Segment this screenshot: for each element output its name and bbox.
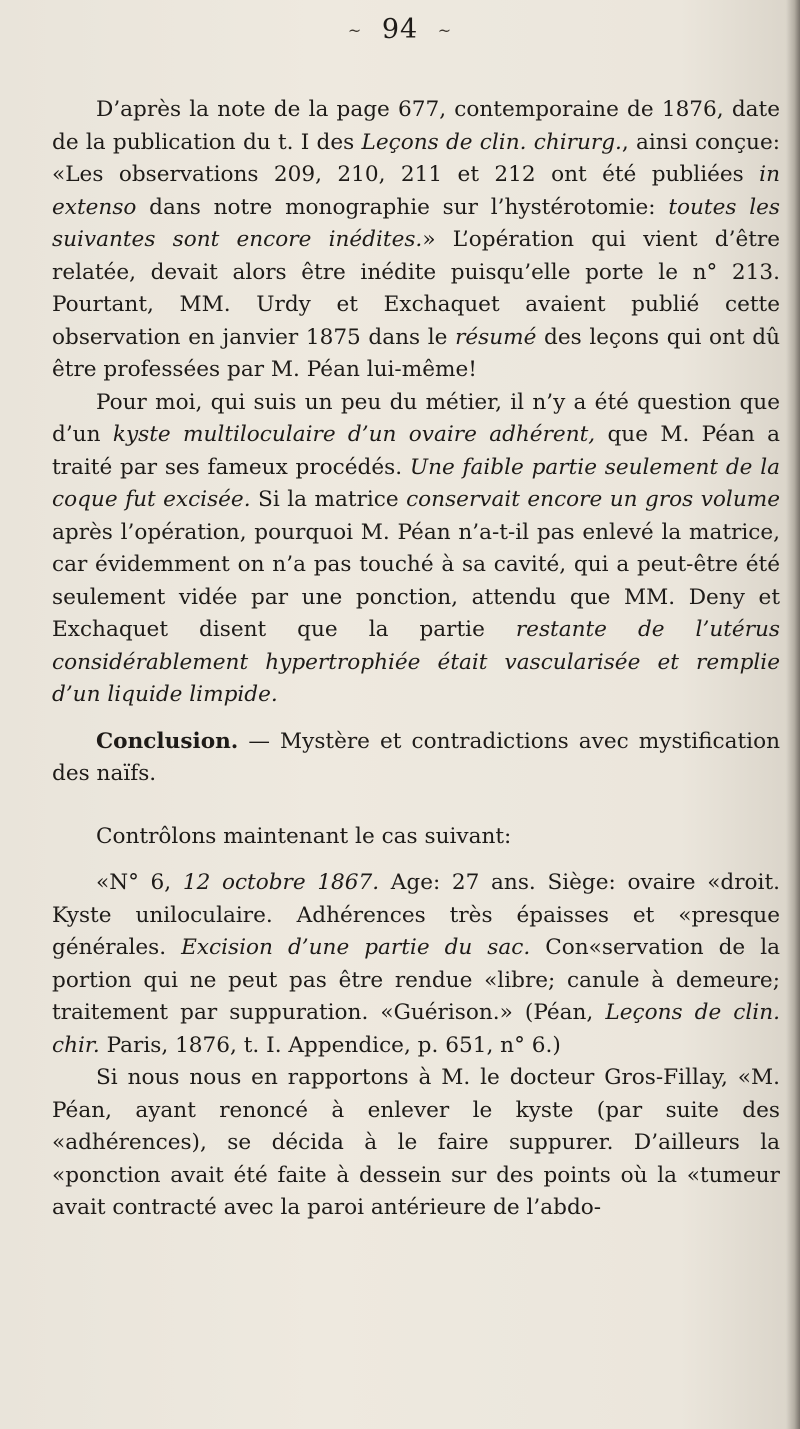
running-header — [0, 14, 800, 45]
italic-text-run: kyste multiloculaire d’un ovaire adhérent, — [112, 422, 596, 447]
paragraph-1 — [52, 94, 780, 387]
paragraph-gros-fillay — [52, 1062, 780, 1225]
italic-text-run: Excision d’une partie du sac. — [181, 935, 531, 960]
italic-text-run: conservait encore un gros volume — [406, 487, 780, 512]
left-ornament: ~ — [347, 21, 363, 40]
page-number: 94 — [381, 14, 419, 45]
italic-text-run: in extenso — [52, 162, 780, 220]
text-run: D’après la note de la page 677, contemporaine de 1876, date de la publication du t. I des — [52, 97, 780, 155]
italic-text-run: toutes les suivantes sont encore inédites. — [52, 194, 780, 252]
paragraph-conclusion — [52, 726, 780, 791]
text-run: Con«servation de la portion qui ne peut pas être rendue «libre; canule à demeure; traitement par suppuration. «Guérison.» (Péan, — [52, 935, 780, 1025]
text-run: des leçons qui ont dû être professées par M. Péan lui-même! — [52, 324, 780, 382]
italic-text-run: 12 octobre 1867. — [182, 870, 380, 895]
text-run: Age: 27 ans. Siège: ovaire «droit. Kyste uniloculaire. Adhérences très épaisses et «presque générales. — [52, 870, 780, 960]
page-edge-shadow — [786, 0, 800, 1429]
text-run: que M. Péan a traité par ses fameux procédés. — [52, 422, 780, 480]
text-run: après l’opération, pourquoi M. Péan n’a-t-il pas enlevé la matrice, car évidemment on n’a pas touché à sa cavité, qui a peut-être été seulement vidée par une ponction, attendu que MM. Deny et Exchaquet disent que la partie — [52, 519, 780, 642]
text-run: dans notre monographie sur l’hystérotomie: — [136, 194, 669, 220]
text-run: » L’opération qui vient d’être relatée, devait alors être inédite puisqu’elle porte le n° 213. Pourtant, MM. Urdy et Exchaquet avaient publié cette observation en janvier 1875 dans le — [52, 227, 781, 350]
paragraph-case-intro — [52, 821, 780, 854]
text-run: Paris, 1876, t. I. Appendice, p. 651, n° 6.) — [99, 1032, 561, 1058]
page-body — [52, 94, 780, 1225]
text-run: — Mystère et contradictions avec mystification des naïfs. — [52, 728, 780, 786]
paragraph-quoted-case — [52, 867, 780, 1062]
text-run: Contrôlons maintenant le cas suivant: — [96, 823, 512, 849]
text-run: Si nous nous en rapportons à M. le docteur Gros-Fillay, «M. Péan, ayant renoncé à enlever le kyste (par suite des «adhérences), se décida à le faire suppurer. D’ailleurs la «ponction avait été faite à dessein sur des points où la «tumeur avait contracté avec la paroi antérieure de l’abdo- — [52, 1065, 780, 1220]
italic-text-run: résumé — [455, 324, 537, 350]
bold-text-run: Conclusion. — [96, 728, 239, 754]
italic-text-run: restante de l’utérus considérablement hypertrophiée était vascularisée et remplie d’un liquide limpide. — [52, 617, 781, 707]
text-run: , ainsi conçue: «Les observations 209, 210, 211 et 212 ont été publiées — [52, 129, 780, 187]
text-run: Pour moi, qui suis un peu du métier, il n’y a été question que d’un — [52, 389, 780, 447]
text-run: «N° 6, — [96, 870, 183, 895]
text-run: Si la matrice — [250, 487, 407, 512]
right-ornament: ~ — [437, 21, 453, 40]
italic-text-run: Une faible partie seulement de la coque fut excisée. — [52, 454, 780, 512]
italic-text-run: Leçons de clin. chirurg. — [361, 129, 622, 155]
italic-text-run: Leçons de clin. chir. — [52, 1000, 780, 1058]
paragraph-2 — [52, 387, 780, 712]
